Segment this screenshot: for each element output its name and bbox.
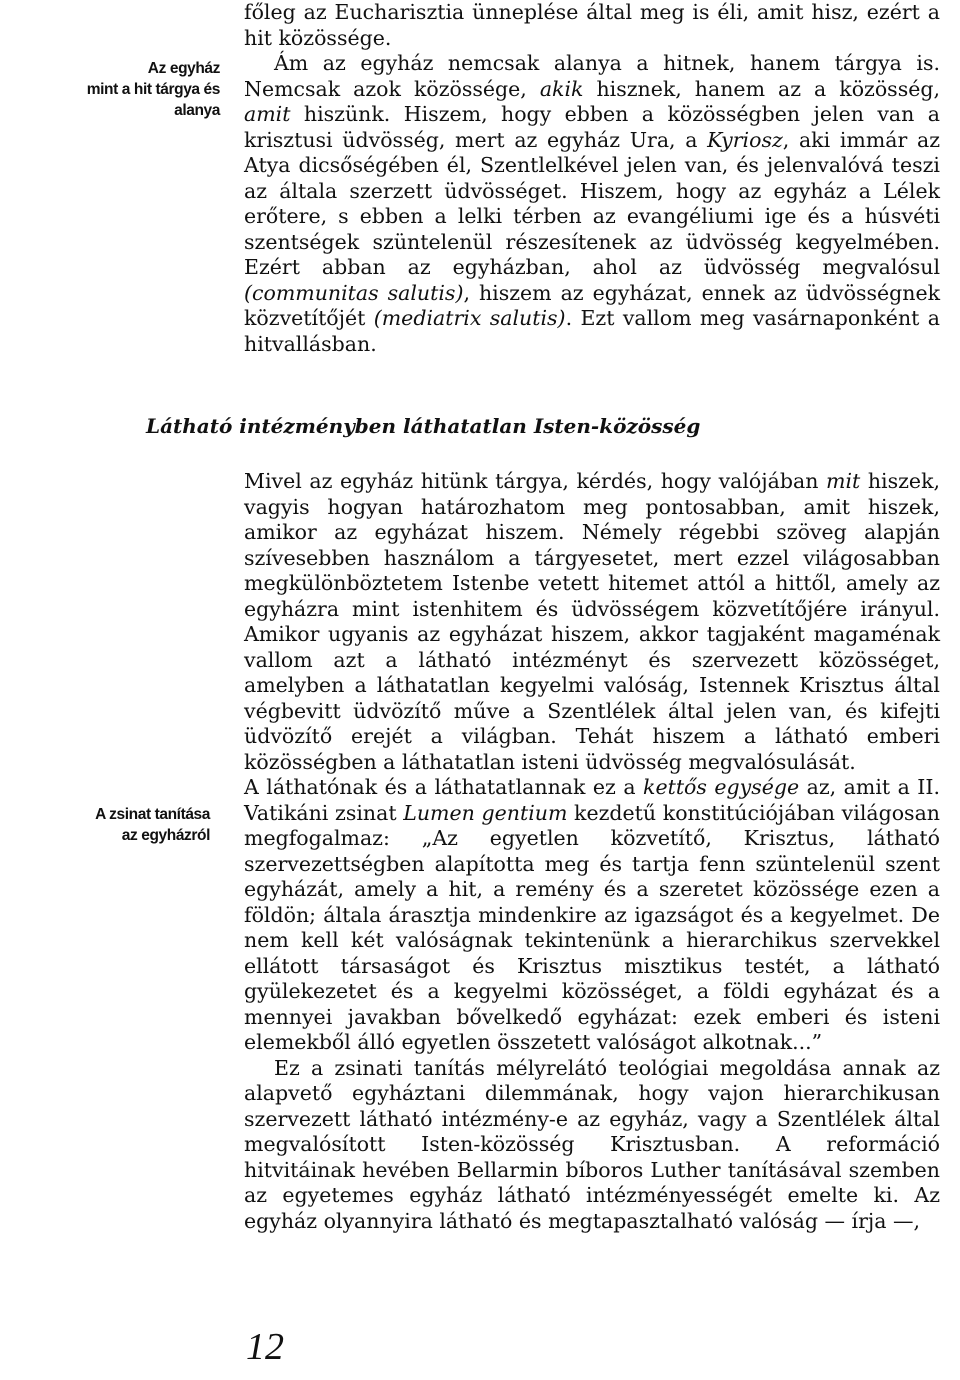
text-run: hiszek, vagyis hogyan határozhatom meg pontosabban, amit hiszek, amikor az egyházat hiszem. Némely régebbi szöveg alapján szívesebben használom a tárgyesetet, mert ezzel világosabban megkülönböztetem Istenbe vetett hitemet attól a hittől, amely az egyházra mint istenhitem és üdvösségem közvetítőjére irányul. Amikor ugyanis az egyházat hiszem, akkor tagjaként magaménak vallom azt a látható intézményt és szervezett közösséget, amelyben a láthatatlan kegyelmi valóság, Istennek Krisztus által végbevitt üdvözítő műve a Szentlélek által jelen van, és kifejti üdvözítő erejét a világban. Tehát hiszem a látható emberi közösségben a láthatatlan isteni üdvösség megvalósulását. (244, 469, 941, 774)
paragraph: Ez a zsinati tanítás mélyrelátó teológiai megoldása annak az alapvető egyháztani dilemmának, hogy vajon hierarchikusan szervezett látható intézmény-e az egyház, vagy a Szentlélek által megvalósított Isten-közösség Krisztusban. A reformáció hitvitáinak hevében Bellarmin bíboros Luther tanításával szemben az egyetemes egyház látható intézményességét emelte ki. Az egyház olyannyira látható és megtapasztalható valóság — írja —, (244, 1055, 940, 1233)
margin-note-line: az egyházról (121, 827, 210, 844)
text-run: hisznek, hanem az a közösség, (583, 76, 940, 101)
text-run: Ám az egyház nemcsak alanya a hitnek, hanem tárgya is. Nemcsak azok közössége, (244, 51, 940, 101)
text-run: . Ezt vallom meg vasárnaponként a hitvallásban. (244, 306, 940, 356)
section-heading: Látható intézményben láthatatlan Isten-közösség (146, 414, 701, 438)
text-run: , hiszem az egyházat, ennek az üdvösségnek közvetítőjét (244, 280, 940, 330)
emphasis: (communitas salutis) (244, 280, 464, 305)
page-number: 12 (246, 1326, 284, 1368)
margin-note-line: mint a hit tárgya és (86, 81, 220, 98)
top-text-block (244, 0, 940, 357)
text-run: az, amit a II. Vatikáni zsinat (244, 775, 940, 825)
emphasis: Lumen gentium (403, 800, 568, 825)
text-run: hiszünk. Hiszem, hogy ebben a közösségben jelen van a krisztusi üdvösség, mert az egyház Ura, a (244, 102, 940, 152)
section-text-block (244, 469, 940, 1234)
paragraph: főleg az Eucharisztia ünneplése által meg is éli, amit hisz, ezért a hit közössége. (244, 0, 940, 50)
emphasis: mit (826, 469, 861, 493)
emphasis: Kyriosz (707, 127, 783, 152)
paragraph (244, 469, 940, 775)
margin-note-church-subject-object (20, 58, 220, 121)
margin-note-line: A zsinat tanítása (95, 806, 210, 823)
emphasis: kettős egysége (643, 775, 800, 799)
emphasis: (mediatrix salutis) (373, 306, 566, 330)
paragraph (244, 775, 940, 1056)
margin-note-line: alanya (174, 102, 220, 119)
text-run: Mivel az egyház hitünk tárgya, kérdés, hogy valójában (244, 469, 827, 493)
margin-note-line: Az egyház (147, 60, 220, 77)
paragraph (244, 51, 940, 357)
emphasis: akik (539, 76, 584, 101)
emphasis: amit (244, 102, 291, 126)
text-run: kezdetű konstitúciójában világosan megfogalmaz: „Az egyetlen közvetítő, Krisztus, látható szervezettségben alapította meg és tartja fenn szüntelenül szent egyházát, amely a hit, a remény és a szeretet közössége ezen a földön; általa árasztja mindenkire az igazságot és a kegyelmet. De nem kell két valóságnak tekintenünk a hierarchikus szervekkel ellátott társaságot és Krisztus misztikus testét, a látható gyülekezetet és a kegyelmi közösséget, a földi egyházat és a mennyei javakban bővelkedő egyházat: ezek emberi és isteni elemekből álló egyetlen összetett valóságot alkotnak...” (244, 800, 941, 1054)
text-run: , aki immár az Atya dicsőségében él, Szentlelkével jelen van, és jelenvalóvá teszi az általa szerzett üdvösséget. Hiszem, hogy az egyház a Lélek erőtere, s ebben a lelki térben az evangéliumi ige és a húsvéti szentségek szüntelenül részesítenek az üdvösség kegyelmében. Ezért abban az egyházban, ahol az üdvösség megvalósul (244, 127, 940, 279)
margin-note-council-teaching (10, 804, 210, 846)
text-run: A láthatónak és a láthatatlannak ez a (244, 775, 644, 799)
